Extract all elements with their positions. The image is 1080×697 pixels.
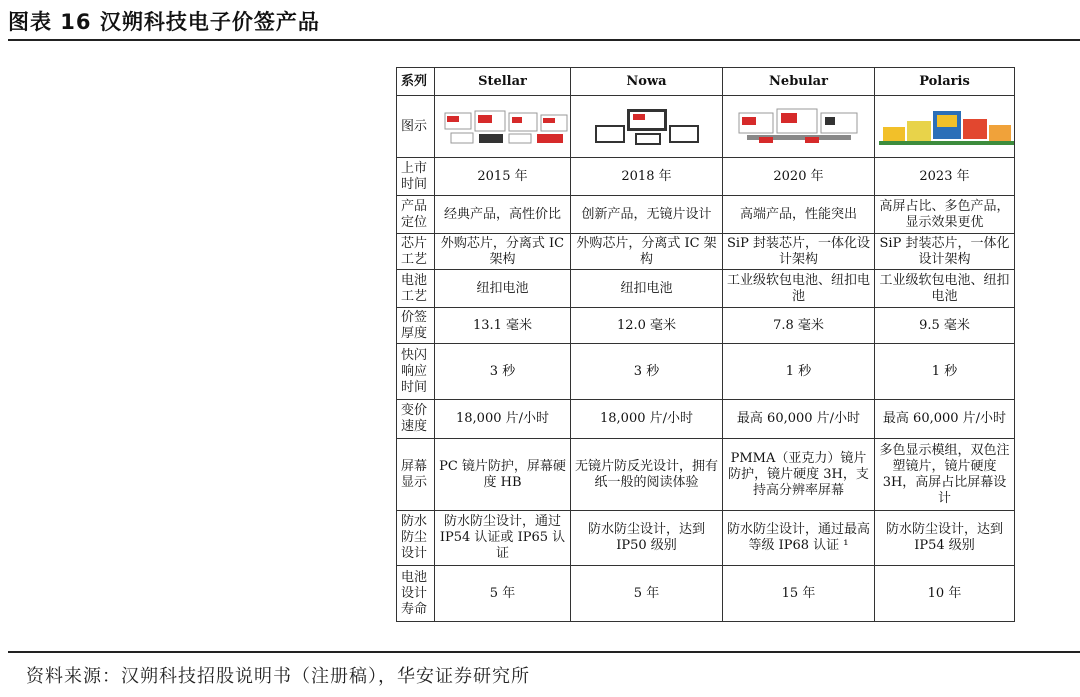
table-cell: 1 秒 [723,344,875,400]
table-cell: 2018 年 [571,158,723,196]
table-cell: 纽扣电池 [435,270,571,308]
table-cell: 经典产品，高性价比 [435,196,571,234]
row-label-launch-date: 上市时间 [397,158,435,196]
table-cell: 工业级软包电池、纽扣电池 [875,270,1015,308]
table-cell: 15 年 [723,566,875,622]
row-label-battery-process: 电池工艺 [397,270,435,308]
header-label: 系列 [397,68,435,96]
table-cell: 2020 年 [723,158,875,196]
table-cell: 防水防尘设计，达到 IP54 级别 [875,511,1015,566]
row-label-screen-display: 屏幕显示 [397,439,435,511]
table-row [397,400,1015,439]
polaris-price-tags-image [877,107,1015,147]
stellar-price-tags-image [437,107,571,147]
source-divider [8,651,1080,653]
header-stellar: Stellar [435,68,571,96]
table-row [397,344,1015,400]
table-cell: 防水防尘设计，通过 IP54 认证或 IP65 认证 [435,511,571,566]
table-row [397,439,1015,511]
table-cell: PMMA（亚克力）镜片防护，镜片硬度 3H，支持高分辨率屏幕 [723,439,875,511]
table-cell: 防水防尘设计，达到 IP50 级别 [571,511,723,566]
table-cell: 18,000 片/小时 [435,400,571,439]
nebular-image [723,96,875,158]
table-cell: 10 年 [875,566,1015,622]
header-polaris: Polaris [875,68,1015,96]
nowa-image [571,96,723,158]
table-cell: 工业级软包电池、纽扣电池 [723,270,875,308]
table-cell: 最高 60,000 片/小时 [875,400,1015,439]
header-nebular: Nebular [723,68,875,96]
stellar-image [435,96,571,158]
table-cell: 2023 年 [875,158,1015,196]
table-row [397,270,1015,308]
table-cell: 创新产品，无镜片设计 [571,196,723,234]
table-cell: PC 镜片防护，屏幕硬度 HB [435,439,571,511]
figure-title: 图表 16 汉朔科技电子价签产品 [8,10,320,34]
product-spec-table [396,67,1015,622]
table-cell: 12.0 毫米 [571,308,723,344]
table-cell: 多色显示模组，双色注塑镜片，镜片硬度 3H，高屏占比屏幕设计 [875,439,1015,511]
table-row [397,511,1015,566]
table-cell: 9.5 毫米 [875,308,1015,344]
image-row [397,96,1015,158]
nowa-price-tags-image [577,107,717,147]
table-row [397,196,1015,234]
table-cell: 5 年 [571,566,723,622]
row-label-thickness: 价签厚度 [397,308,435,344]
table-cell: 无镜片防反光设计，拥有纸一般的阅读体验 [571,439,723,511]
table-cell: 高屏占比、多色产品，显示效果更优 [875,196,1015,234]
row-label-flash-response: 快闪响应时间 [397,344,435,400]
table-cell: 3 秒 [435,344,571,400]
table-cell: 13.1 毫米 [435,308,571,344]
table-row [397,566,1015,622]
source-note: 资料来源：汉朔科技招股说明书（注册稿），华安证券研究所 [26,666,530,687]
row-label-chip-process: 芯片工艺 [397,234,435,270]
table-cell: 防水防尘设计，通过最高等级 IP68 认证 ¹ [723,511,875,566]
table-cell: 外购芯片，分离式 IC 架构 [435,234,571,270]
header-nowa: Nowa [571,68,723,96]
row-label-positioning: 产品定位 [397,196,435,234]
table-cell: 外购芯片，分离式 IC 架构 [571,234,723,270]
polaris-image [875,96,1015,158]
table-cell: 7.8 毫米 [723,308,875,344]
row-label-image: 图示 [397,96,435,158]
table-cell: 18,000 片/小时 [571,400,723,439]
table-cell: 高端产品，性能突出 [723,196,875,234]
table-cell: SiP 封装芯片，一体化设计架构 [723,234,875,270]
row-label-waterproof: 防水防尘设计 [397,511,435,566]
header-row [397,68,1015,96]
table-row [397,234,1015,270]
row-label-battery-life: 电池设计寿命 [397,566,435,622]
nebular-price-tags-image [729,107,869,147]
table-cell: 1 秒 [875,344,1015,400]
table-cell: SiP 封装芯片，一体化设计架构 [875,234,1015,270]
table-cell: 2015 年 [435,158,571,196]
table-cell: 纽扣电池 [571,270,723,308]
table-cell: 3 秒 [571,344,723,400]
table-cell: 最高 60,000 片/小时 [723,400,875,439]
table-row [397,308,1015,344]
table-row [397,158,1015,196]
row-label-price-change-speed: 变价速度 [397,400,435,439]
table-cell: 5 年 [435,566,571,622]
title-divider [8,39,1080,41]
